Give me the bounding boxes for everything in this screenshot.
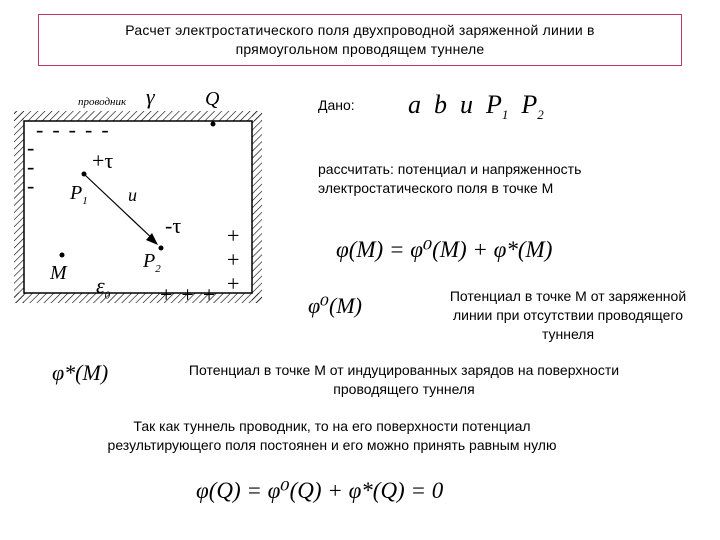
formula-main: φ(M) = φ⁰(M) + φ*(M) [336,237,553,262]
wall-left [14,111,24,303]
desc-phistar: Потенциал в точке М от индуцированных зарядов на поверхности проводящего туннеля [188,362,620,397]
label-plus-tau: +τ [92,148,114,173]
label-M: M [50,262,67,284]
wall-right [252,111,262,303]
task-text: рассчитать: потенциал и напряженность электростатического поля в точке М [318,161,582,196]
point-Q [211,122,216,127]
label-P2: $P_2$ [143,250,161,275]
label-P1: $P_1$ [70,182,88,207]
label-epsilon: $\varepsilon_0$ [96,273,111,302]
formula-final: φ(Q) = φ⁰(Q) + φ*(Q) = 0 [196,478,444,503]
desc-phi0: Потенциал в точке М от заряженной линии при отсутствии проводящего туннеля [449,288,687,342]
formula-phi0: φ⁰(M) [308,293,362,318]
wall-bottom [14,293,262,303]
label-u-figure: u [128,185,137,205]
gamma-symbol: γ [146,84,155,109]
point-M [60,253,65,258]
title-line-2: прямоугольном проводящем туннеле [235,41,485,57]
label-Q: Q [205,88,220,110]
formula-phistar: φ*(M) [52,360,109,385]
given-params: a b u $P_1$ $P_2$ [408,90,544,123]
minus-col-left: - - - [27,135,35,198]
plus-row-bottom: +++ [160,282,225,307]
label-minus-tau: -τ [165,213,182,238]
title-line-1: Расчет электростатического поля двухпроводной заряженной линии в [125,22,595,38]
conclusion-text: Так как туннель проводник, то на его поверхности потенциал результирующего поля постоянен и его можно принять равным нулю [107,418,557,453]
given-label: Дано: [318,97,355,113]
plus-col-right: + + + [227,223,240,296]
minus-row-top: ----- [36,117,118,142]
conductor-label: проводник [78,96,127,108]
point-P1 [82,172,87,177]
